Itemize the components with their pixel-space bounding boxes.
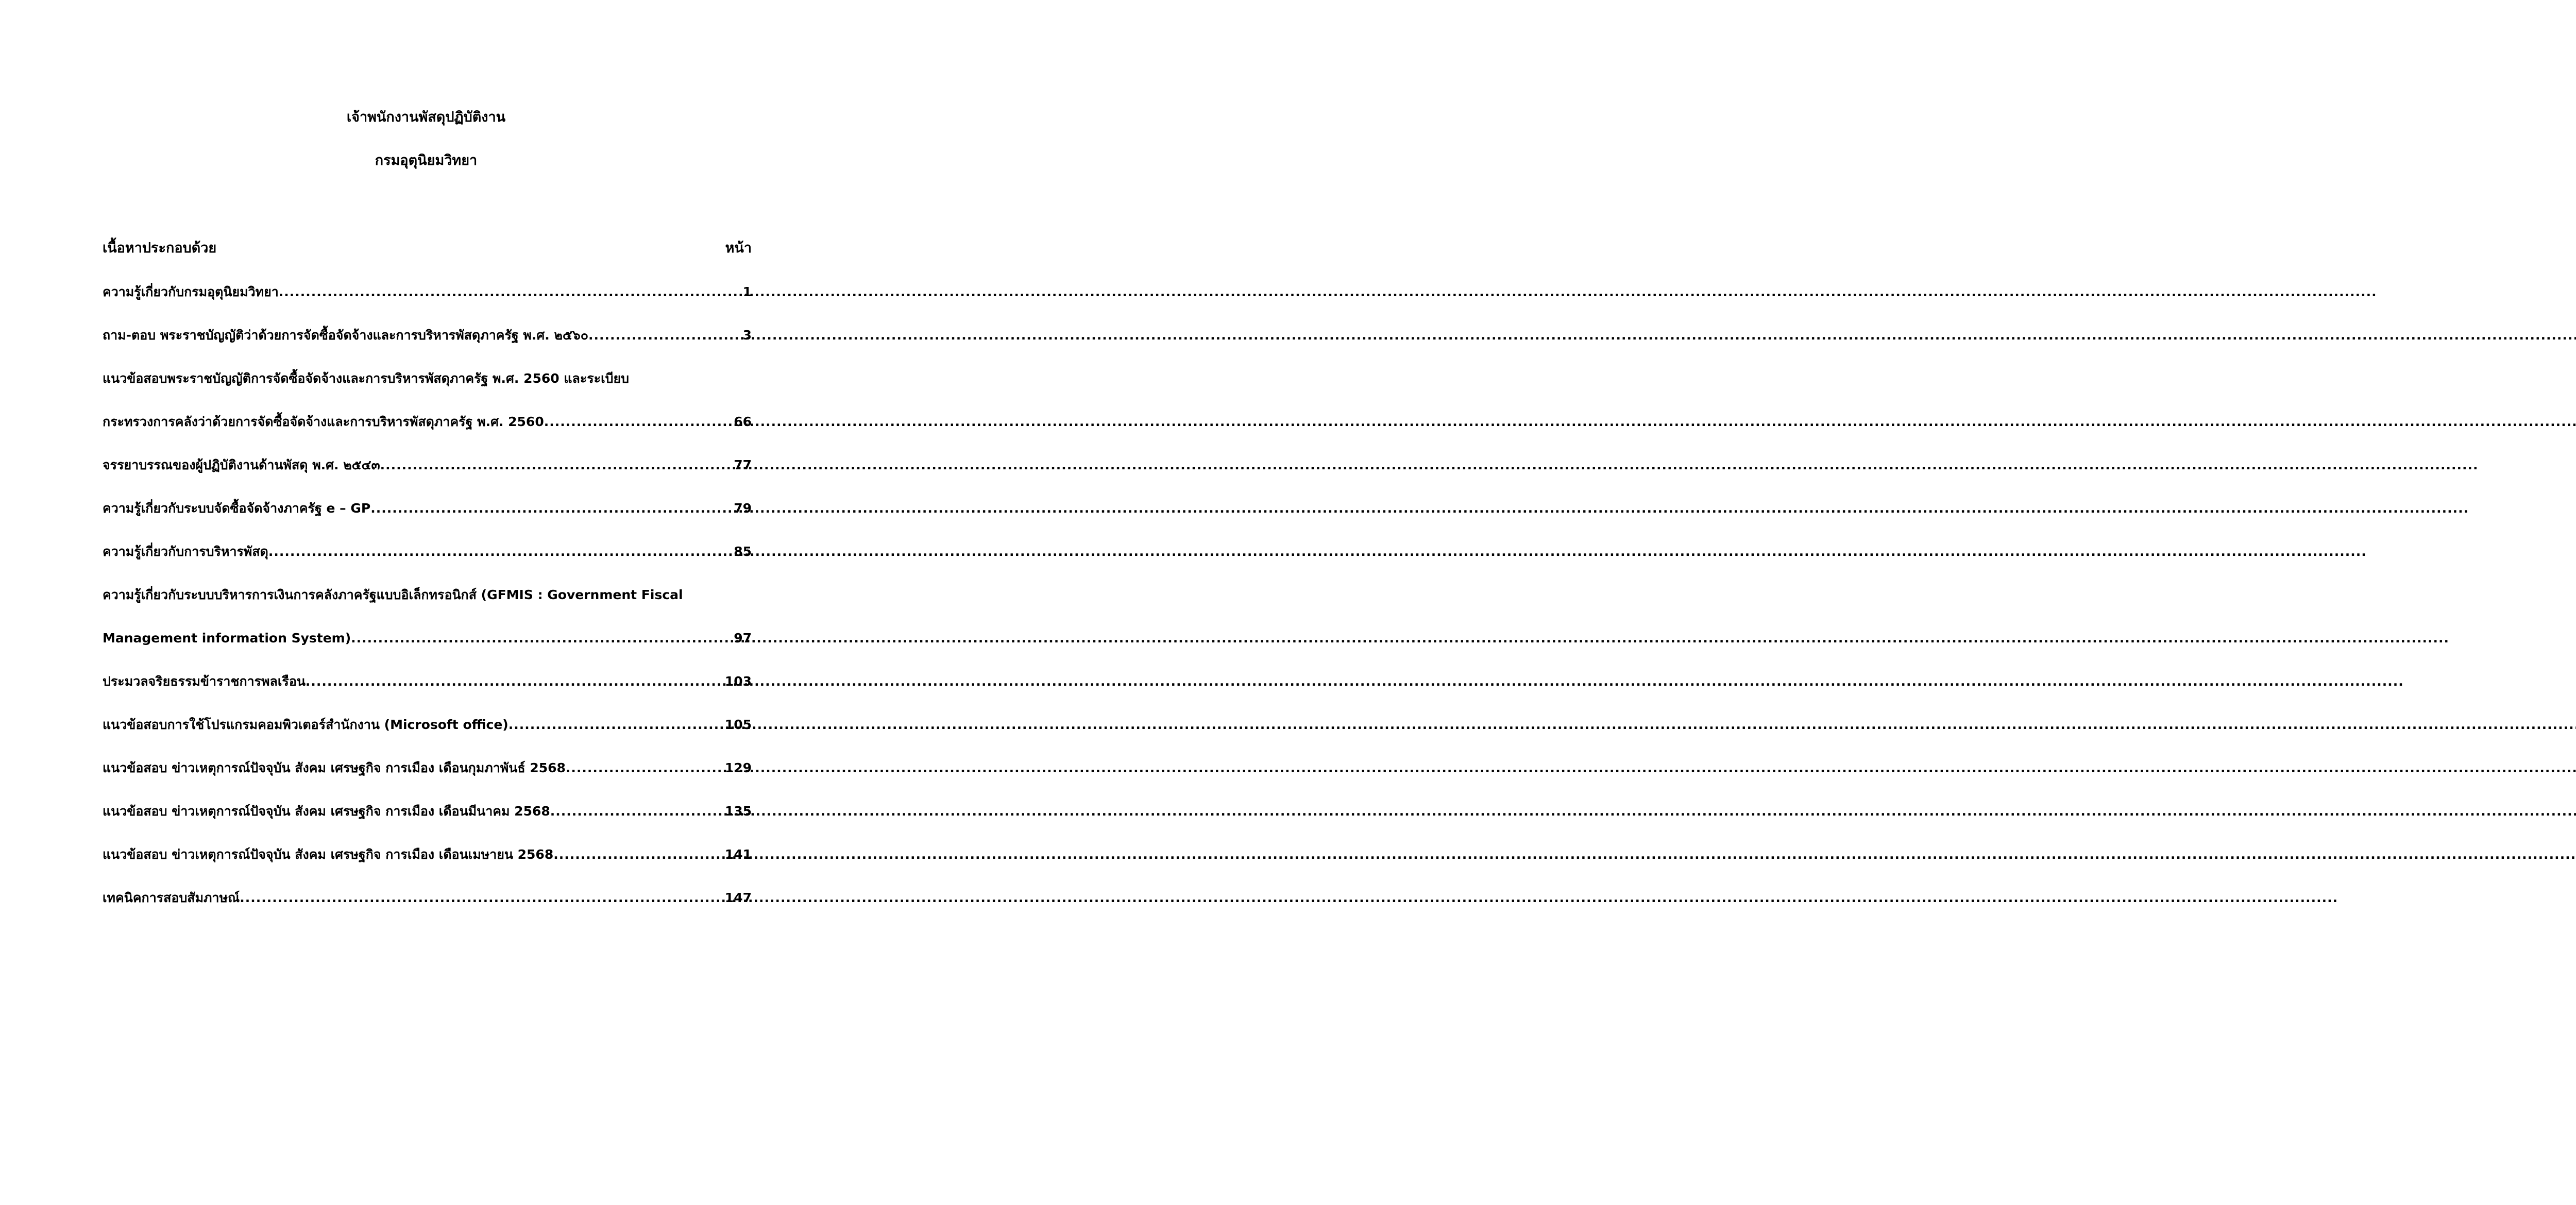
toc-entry-page: 105 [724, 717, 752, 732]
toc-leader-dots [509, 715, 724, 735]
document-subtitle: กรมอุตุนิยมวิทยา [375, 152, 478, 168]
toc-entry [103, 498, 752, 541]
toc-entry-page: 79 [734, 501, 752, 516]
toc-entry-text: เทคนิคการสอบสัมภาษณ์ [103, 890, 240, 905]
toc-entry-page: 135 [724, 804, 752, 819]
toc-entry-page: 103 [724, 674, 752, 689]
toc-leader-dots [544, 412, 733, 432]
toc-entry-page: 1 [742, 284, 752, 299]
toc-entry-text: ถาม-ตอบ พระราชบัญญัติว่าด้วยการจัดซื้อจัดจ้างและการบริหารพัสดุภาครัฐ พ.ศ. ๒๕๖๐ [103, 328, 588, 343]
toc-entry [103, 541, 752, 585]
toc-entry [103, 455, 752, 498]
toc-entry [103, 888, 752, 931]
toc-leader-dots [566, 758, 724, 778]
toc-entry [103, 758, 752, 801]
toc-entry-page: 77 [734, 457, 752, 472]
toc-leader-dots [370, 498, 733, 519]
toc-list [103, 282, 752, 931]
toc-entry-page: 141 [724, 847, 752, 862]
toc-leader-dots [268, 541, 733, 562]
toc-entry [103, 282, 752, 325]
toc-entry-page: 85 [734, 544, 752, 559]
toc-entry [103, 715, 752, 758]
toc-entry-page: 97 [734, 631, 752, 646]
toc-leader-dots [351, 628, 733, 649]
document-title: เจ้าพนักงานพัสดุปฏิบัติงาน [346, 109, 506, 125]
toc-header-page: หน้า [725, 240, 752, 256]
toc-entry-text: ความรู้เกี่ยวกับกรมอุตุนิยมวิทยา [103, 284, 279, 299]
toc-header [103, 238, 752, 259]
toc-entry-text: จรรยาบรรณของผู้ปฏิบัติงานด้านพัสดุ พ.ศ. ๒๕๔๓ [103, 457, 380, 472]
toc-entry-text: แนวข้อสอบ ข่าวเหตุการณ์ปัจจุบัน สังคม เศรษฐกิจ การเมือง เดือนมีนาคม 2568 [103, 804, 550, 819]
toc-leader-dots [279, 282, 742, 302]
toc-leader-dots [550, 801, 724, 822]
toc-leader-dots [380, 455, 733, 476]
toc-leader-dots [306, 671, 724, 692]
toc-entry-page: 66 [734, 414, 752, 429]
toc-header-label: เนื้อหาประกอบด้วย [103, 240, 217, 256]
toc-entry-page: 147 [724, 890, 752, 905]
toc-leader-dots [553, 844, 724, 865]
toc-entry-text: แนวข้อสอบการใช้โปรแกรมคอมพิวเตอร์สำนักงาน (Microsoft office) [103, 717, 509, 732]
toc-entry [103, 368, 752, 455]
toc-entry-text: Management information System) [103, 631, 351, 646]
toc-entry-text: กระทรวงการคลังว่าด้วยการจัดซื้อจัดจ้างและการบริหารพัสดุภาครัฐ พ.ศ. 2560 [103, 414, 544, 429]
toc-entry-text: แนวข้อสอบ ข่าวเหตุการณ์ปัจจุบัน สังคม เศรษฐกิจ การเมือง เดือนกุมภาพันธ์ 2568 [103, 760, 566, 775]
toc-leader-dots [240, 888, 724, 908]
toc-entry [103, 801, 752, 844]
document-page [0, 0, 852, 1205]
toc-entry-text-line1: แนวข้อสอบพระราชบัญญัติการจัดซื้อจัดจ้างและการบริหารพัสดุภาครัฐ พ.ศ. 2560 และระเบียบ [103, 371, 630, 386]
toc-entry [103, 671, 752, 715]
toc-entry-text: ความรู้เกี่ยวกับการบริหารพัสดุ [103, 544, 268, 559]
toc-entry [103, 325, 752, 368]
toc-entry-text: แนวข้อสอบ ข่าวเหตุการณ์ปัจจุบัน สังคม เศรษฐกิจ การเมือง เดือนเมษายน 2568 [103, 847, 554, 862]
toc-entry-text: ความรู้เกี่ยวกับระบบจัดซื้อจัดจ้างภาครัฐ e – GP [103, 501, 371, 516]
toc-entry [103, 585, 752, 671]
toc-entry-page: 129 [724, 760, 752, 775]
toc-entry [103, 844, 752, 888]
toc-entry-text: ประมวลจริยธรรมข้าราชการพลเรือน [103, 674, 306, 689]
toc-leader-dots [588, 325, 742, 346]
toc-entry-text-line1: ความรู้เกี่ยวกับระบบบริหารการเงินการคลังภาครัฐแบบอิเล็กทรอนิกส์ (GFMIS : Government Fiscal [103, 587, 683, 602]
toc-entry-page: 3 [742, 328, 752, 343]
